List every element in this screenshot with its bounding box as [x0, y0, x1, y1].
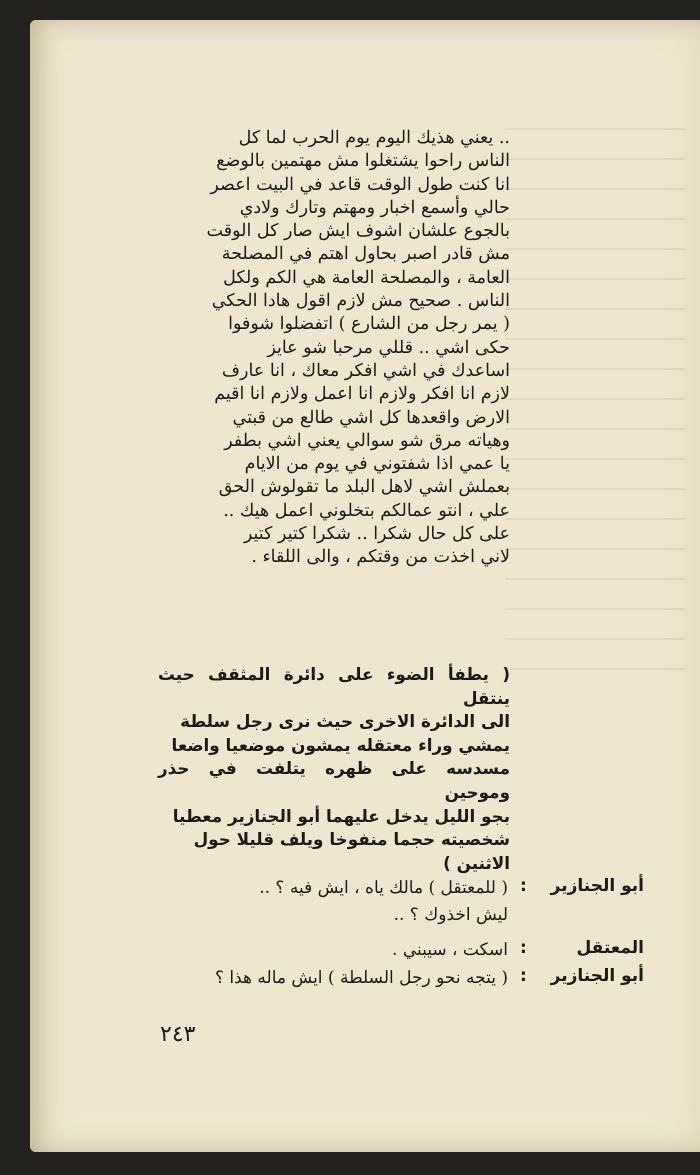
speaker-name: المعتقل [576, 938, 644, 958]
text-line: الى الدائرة الاخرى حيث نرى رجل سلطة [180, 711, 510, 732]
text-line: شخصيته حجما منفوخا ويلف قليلا حول [193, 829, 510, 850]
dialogue-line: ( للمعتقل ) مالك ياه ، ايش فيه ؟ .. [259, 878, 508, 898]
text-line: العامة ، والمصلحة العامة هي الكم ولكل [223, 267, 510, 288]
text-line: وهياته مرق شو سوالي يعني اشي بطفر [224, 430, 510, 451]
text-line: بعملش اشي لاهل البلد ما تقولوش الحق [218, 477, 510, 498]
text-line: حالي وأسمع اخبار ومهتم وتارك ولادي [239, 197, 510, 218]
text-line: الناس . صحيح مش لازم اقول هادا الحكي [211, 291, 510, 312]
text-line: .. يعني هذيك اليوم يوم الحرب لما كل [238, 128, 510, 148]
text-line: بالجوع علشان اشوف ايش صار كل الوقت [206, 221, 510, 242]
text-line: ( يمر رجل من الشارع ) اتفضلوا شوفوا [228, 314, 510, 335]
text-line: مش قادر اصبر بحاول اهتم في المصلحة [221, 244, 510, 265]
text-line: اساعدك في اشي افكر معاك ، انا عارف [221, 360, 510, 381]
dialogue-line: اسكت ، سيبني . [392, 940, 508, 960]
text-line: الارض واقعدها كل اشي طالع من قبتي [232, 407, 510, 428]
speaker-name: أبو الجنازير [550, 966, 644, 986]
text-line: يمشي وراء معتقله يمشون موضعيا واضعا [171, 734, 510, 755]
speaker-name: أبو الجنازير [550, 876, 644, 896]
text-line: انا كنت طول الوقت قاعد في البيت اعصر [210, 174, 510, 195]
text-line: الناس راحوا يشتغلوا مش مهتمين بالوضع [216, 151, 510, 172]
monologue-paragraph [158, 127, 510, 570]
speaker-colon: : [520, 876, 527, 896]
speaker-colon: : [520, 938, 527, 958]
dialogue-line: ليش اخذوك ؟ .. [393, 905, 508, 925]
text-line: علي ، انتو عمالكم بتخلوني اعمل هيك .. [223, 500, 510, 521]
stage-direction-paragraph [158, 663, 510, 875]
text-line: على كل حال شكرا .. شكرا كتير كتير [243, 524, 510, 545]
speaker-colon: : [520, 966, 527, 986]
text-line: لازم انا افكر ولازم انا اعمل ولازم انا اقيم [214, 384, 510, 405]
text-line: لاني اخذت من وقتكم ، والى اللقاء . [251, 547, 510, 568]
text-line: بجو الليل يدخل عليهما أبو الجنازير معطيا [172, 805, 510, 826]
page-number: ٢٤٣ [160, 1022, 196, 1047]
dialogue-line: ( يتجه نحو رجل السلطة ) ايش ماله هذا ؟ [214, 968, 508, 988]
text-line: حكى اشي .. قللي مرحبا شو عايز [267, 337, 510, 358]
bleed-through-text [505, 110, 685, 670]
text-line: ( يطفأ الضوء على دائرة المثقف حيث ينتقل [158, 664, 510, 708]
text-line: مسدسه على ظهره يتلفت في حذر وموحين [158, 758, 510, 802]
text-line: يا عمي اذا شفتوني في يوم من الايام [244, 454, 510, 475]
text-line: الاثنين ) [443, 852, 510, 873]
